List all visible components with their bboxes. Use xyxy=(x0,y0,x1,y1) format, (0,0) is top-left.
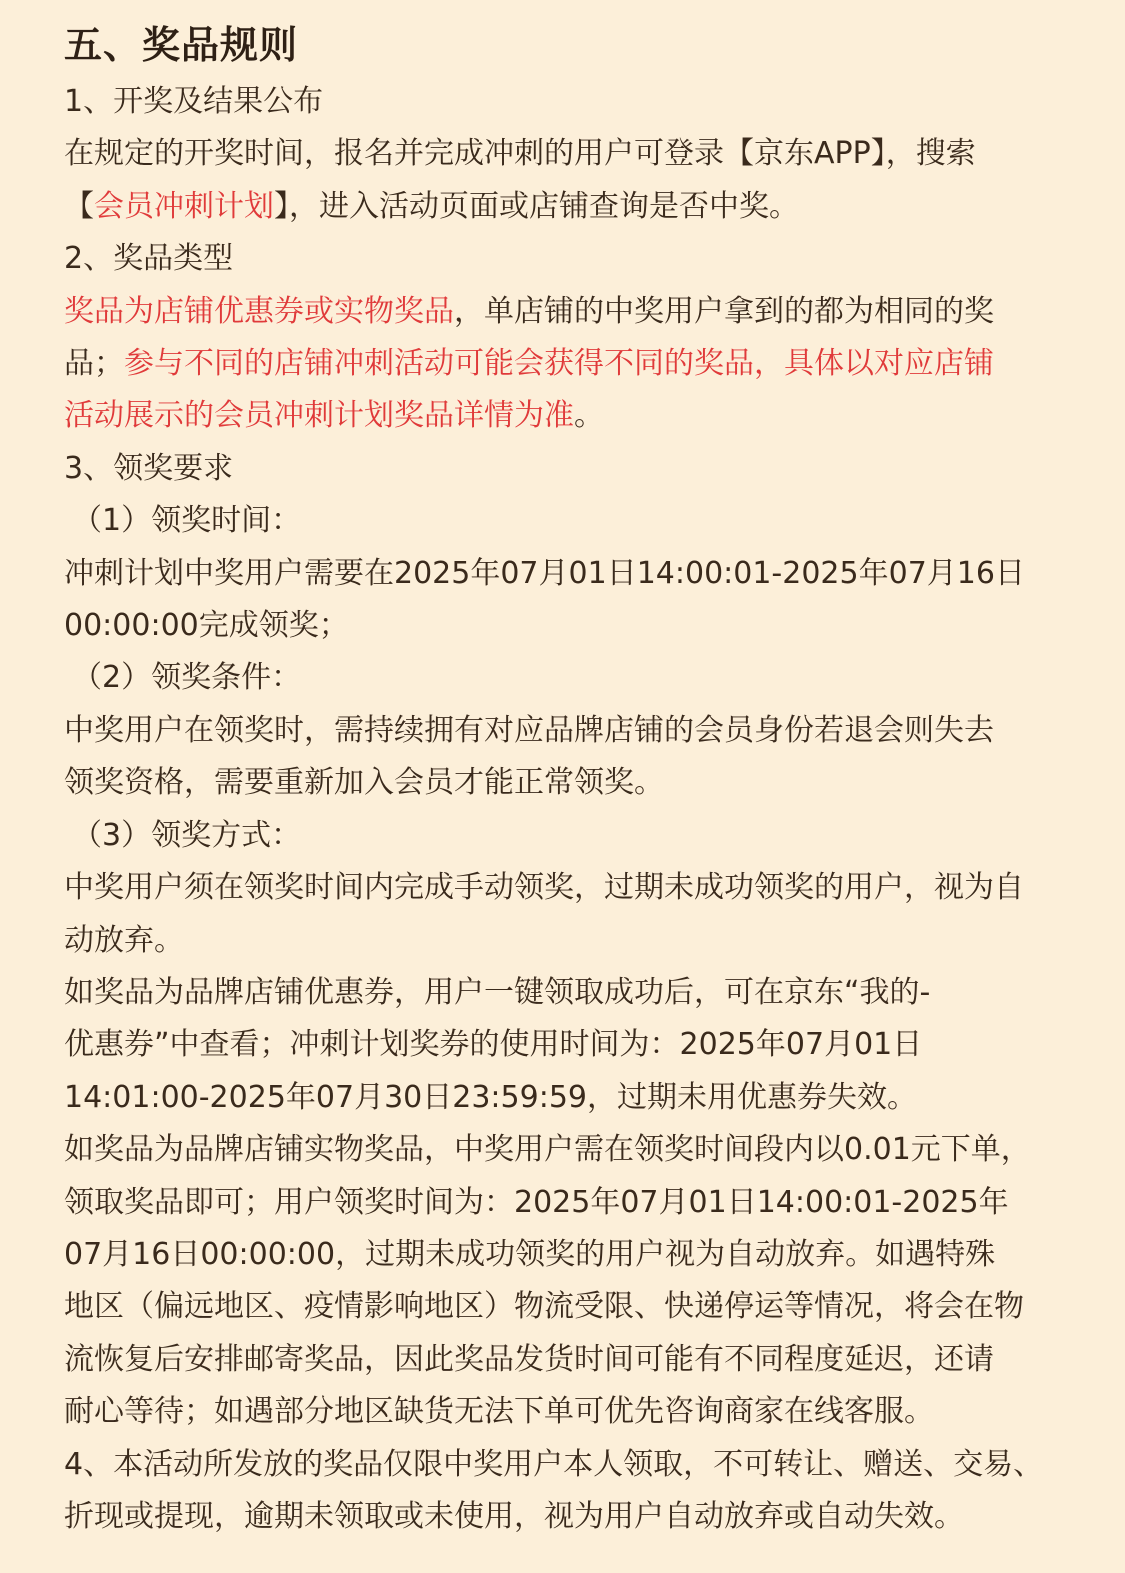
prize-type-highlight: 奖品为店铺优惠券或实物奖品 xyxy=(64,293,454,329)
paragraph-line: 冲刺计划中奖用户需要在2025年07月01日14:00:01-2025年07月16日 xyxy=(64,555,1025,591)
section-prize-type xyxy=(64,233,1085,443)
prize-type-highlight: 活动展示的会员冲刺计划奖品详情为准 xyxy=(64,398,574,434)
section-transfer-restriction xyxy=(64,1439,1085,1544)
subheading-claim-time: （1）领奖时间： xyxy=(72,503,302,539)
paragraph-line: 领取奖品即可；用户领奖时间为：2025年07月01日14:00:01-2025年 xyxy=(64,1184,1009,1220)
paragraph-line: 00:00:00完成领奖； xyxy=(64,608,349,644)
paragraph-line: 中奖用户在领奖时，需持续拥有对应品牌店铺的会员身份若退会则失去 xyxy=(64,712,994,748)
bracket-rest: 】，进入活动页面或店铺查询是否中奖。 xyxy=(274,188,799,224)
section-draw-results xyxy=(64,76,1085,233)
paragraph-line: 如奖品为品牌店铺实物奖品，中奖用户需在领奖时间段内以0.01元下单， xyxy=(64,1132,1031,1168)
heading-claim-requirements: 3、领奖要求 xyxy=(64,450,234,486)
paragraph-line: 07月16日00:00:00，过期未成功领奖的用户视为自动放弃。如遇特殊 xyxy=(64,1236,996,1272)
prize-type-text: 。 xyxy=(574,398,604,434)
paragraph-line: 在规定的开奖时间，报名并完成冲刺的用户可登录【京东APP】，搜索 xyxy=(64,136,976,172)
subheading-claim-method: （3）领奖方式： xyxy=(72,817,302,853)
paragraph-line: 地区（偏远地区、疫情影响地区）物流受限、快递停运等情况，将会在物 xyxy=(64,1289,1024,1325)
prize-type-text: ，单店铺的中奖用户拿到的都为相同的奖 xyxy=(454,293,994,329)
paragraph-line: 流恢复后安排邮寄奖品，因此奖品发货时间可能有不同程度延迟，还请 xyxy=(64,1341,994,1377)
paragraph-line: 4、本活动所发放的奖品仅限中奖用户本人领取，不可转让、赠送、交易、 xyxy=(64,1446,1044,1482)
paragraph-line: 领奖资格，需要重新加入会员才能正常领奖。 xyxy=(64,765,664,801)
section-title: 五、奖品规则 xyxy=(64,23,299,67)
heading-prize-type: 2、奖品类型 xyxy=(64,241,234,277)
paragraph-line: 优惠券”中查看；冲刺计划奖券的使用时间为：2025年07月01日 xyxy=(64,1027,923,1063)
paragraph-line: 中奖用户须在领奖时间内完成手动领奖，过期未成功领奖的用户，视为自 xyxy=(64,870,1024,906)
paragraph-line xyxy=(64,286,1085,338)
paragraph-line xyxy=(64,181,1085,233)
search-keyword-highlight: 会员冲刺计划 xyxy=(94,188,274,224)
paragraph-line xyxy=(64,390,1085,442)
section-claim-requirements xyxy=(64,443,1085,1439)
paragraph-line: 动放弃。 xyxy=(64,922,184,958)
paragraph-line: 如奖品为品牌店铺优惠券，用户一键领取成功后，可在京东“我的- xyxy=(64,974,931,1010)
prize-type-text: 品； xyxy=(64,346,124,382)
prize-type-highlight: 参与不同的店铺冲刺活动可能会获得不同的奖品，具体以对应店铺 xyxy=(124,346,994,382)
paragraph-line: 耐心等待；如遇部分地区缺货无法下单可优先咨询商家在线客服。 xyxy=(64,1394,934,1430)
heading-draw-results: 1、开奖及结果公布 xyxy=(64,84,324,119)
bracket-open: 【 xyxy=(64,188,94,224)
paragraph-line: 14:01:00-2025年07月30日23:59:59，过期未用优惠券失效。 xyxy=(64,1079,917,1115)
paragraph-line xyxy=(64,338,1085,390)
subheading-claim-conditions: （2）领奖条件： xyxy=(72,660,302,696)
paragraph-line: 折现或提现，逾期未领取或未使用，视为用户自动放弃或自动失效。 xyxy=(64,1498,964,1534)
